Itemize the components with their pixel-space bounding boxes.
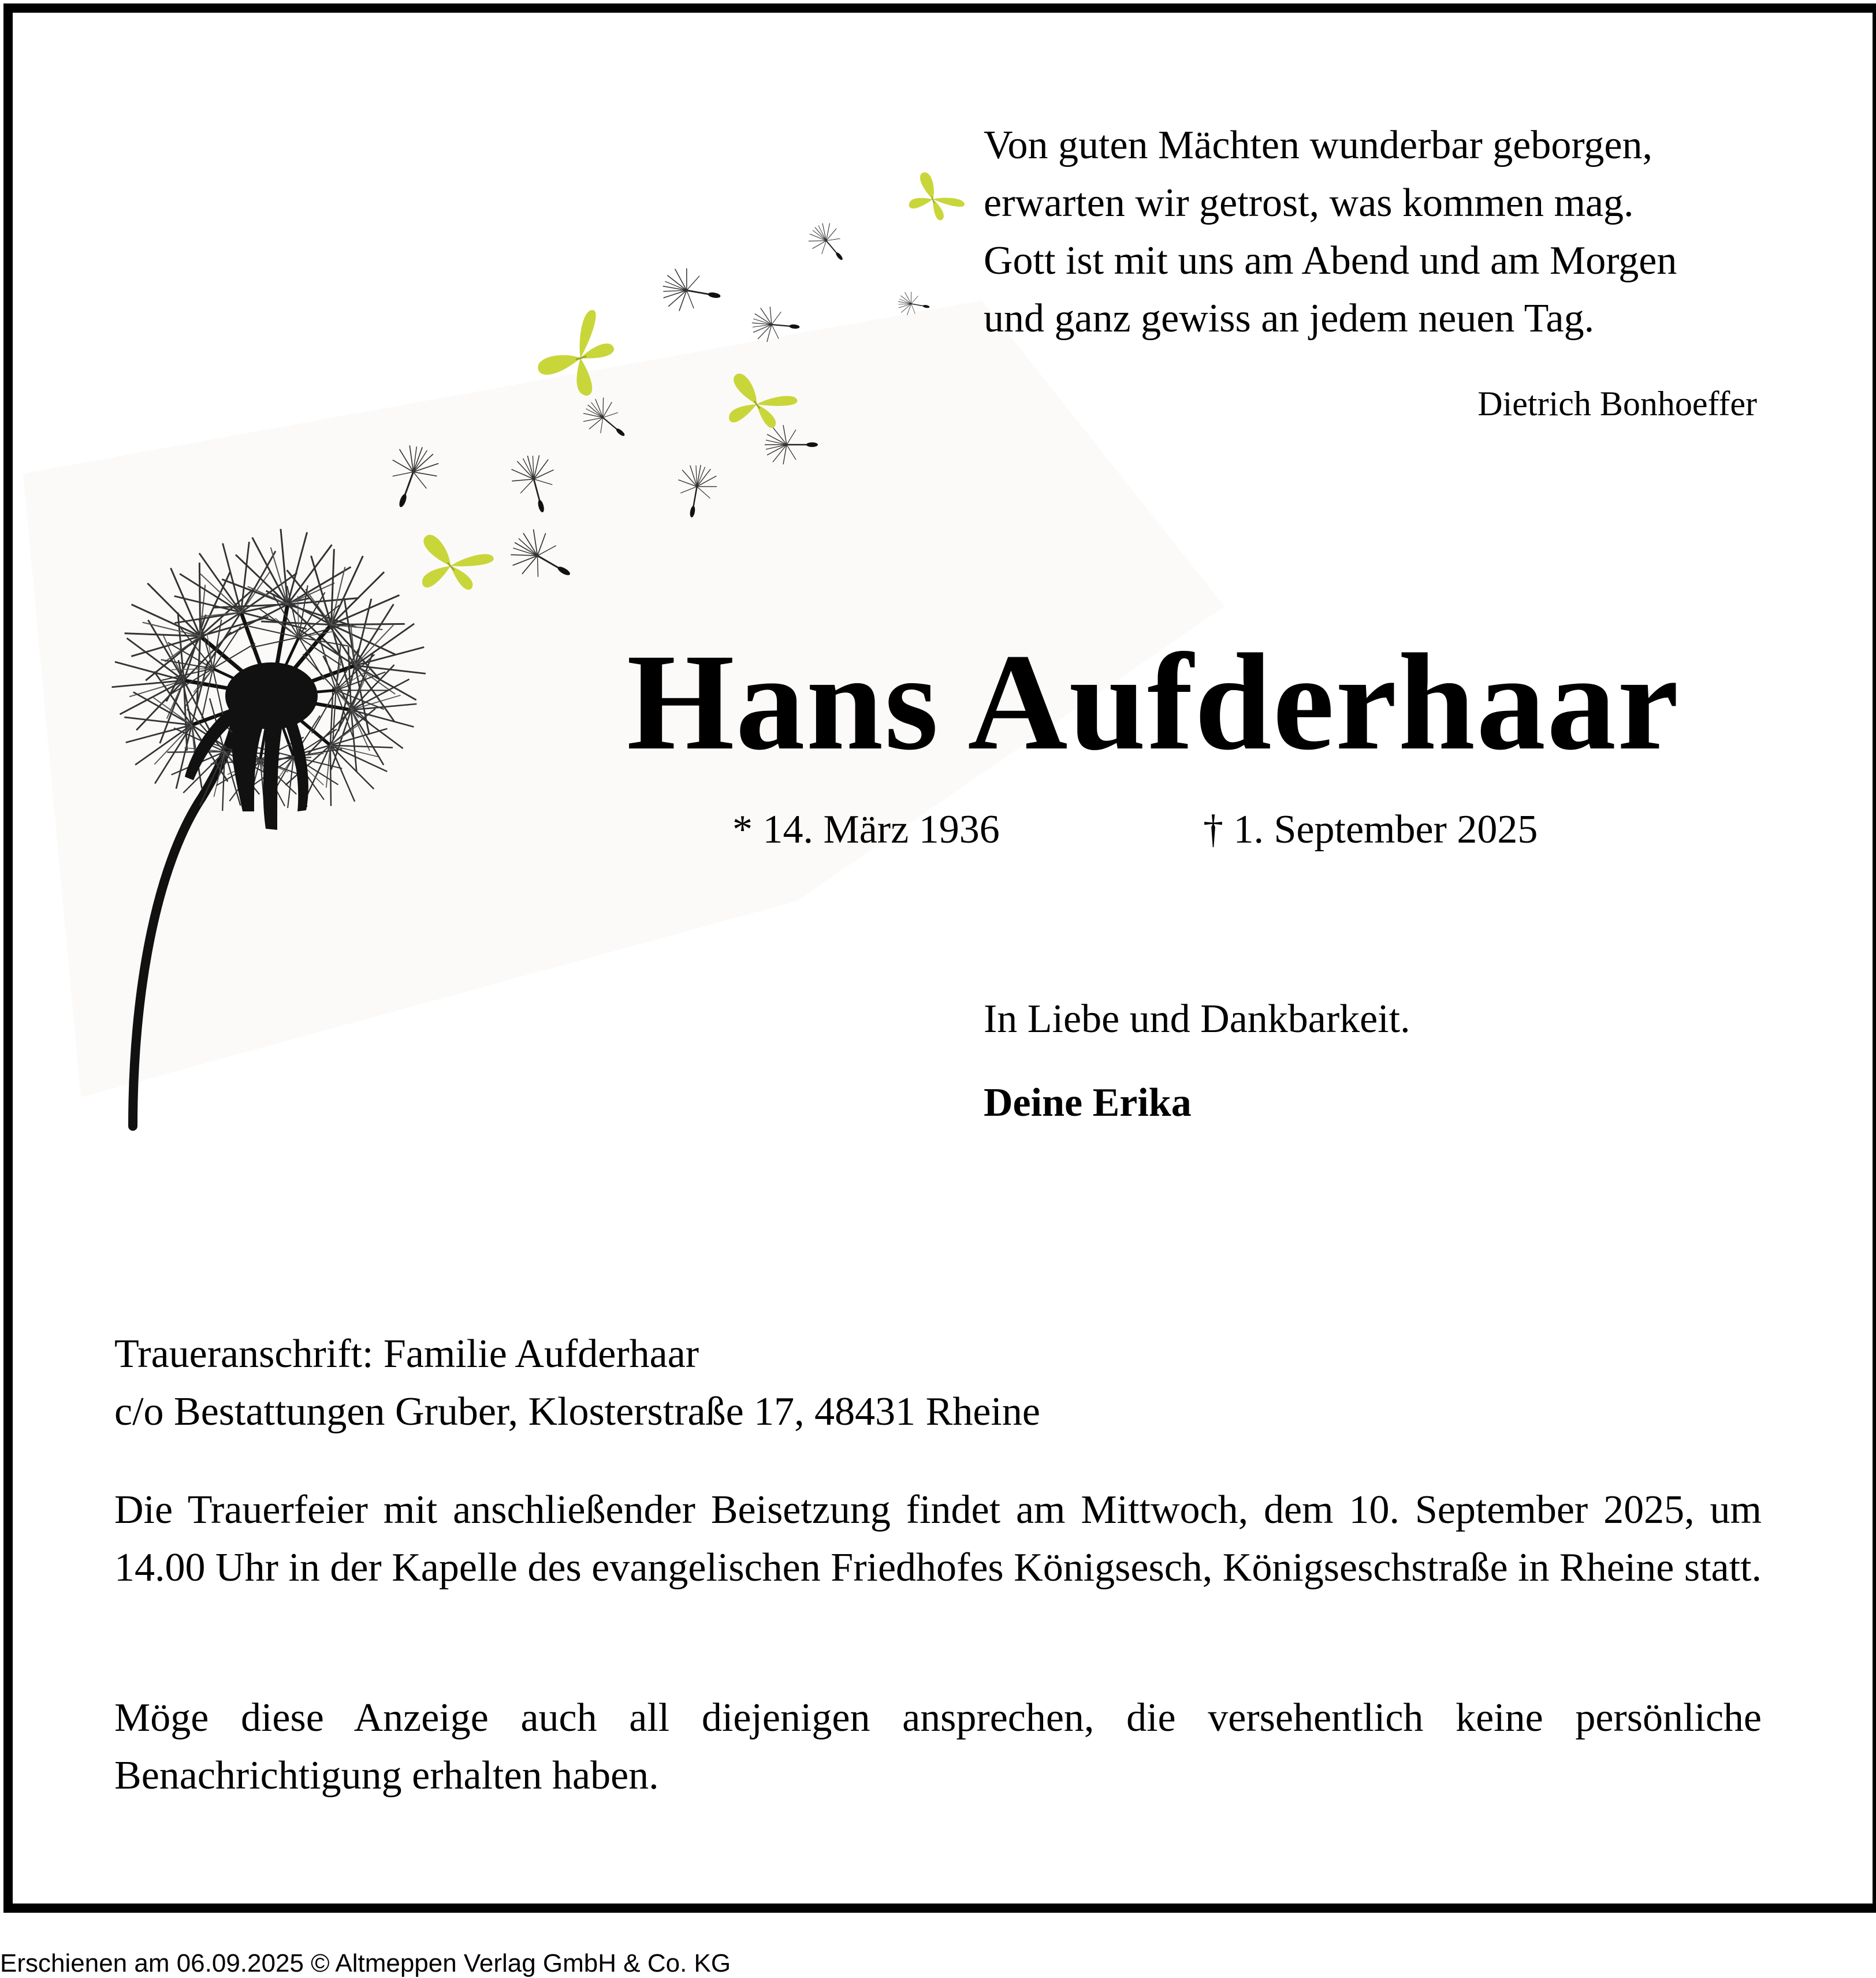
poem-line: Von guten Mächten wunderbar geborgen, bbox=[984, 123, 1652, 167]
poem bbox=[984, 117, 1677, 348]
poem-line: erwarten wir getrost, was kommen mag. bbox=[984, 181, 1634, 225]
notice-paragraph: Möge diese Anzeige auch all diejenigen ansprechen, die versehentlich keine persönliche Benachrichtigung erhalten haben. bbox=[114, 1696, 1762, 1798]
death-date: † 1. September 2025 bbox=[1203, 807, 1538, 852]
ceremony-paragraph: Die Trauerfeier mit anschließender Beisetzung findet am Mittwoch, dem 10. September 2025, um 14.00 Uhr in der Kapelle des evangelischen Friedhofes Königsesch, Königseschstraße in Rheine statt. bbox=[114, 1488, 1762, 1590]
farewell-line: In Liebe und Dankbarkeit. bbox=[984, 997, 1410, 1041]
poem-author: Dietrich Bonhoeffer bbox=[1477, 385, 1757, 423]
birth-date: * 14. März 1936 bbox=[732, 807, 1000, 852]
publication-footer: Erschienen am 06.09.2025 © Altmeppen Verlag GmbH & Co. KG bbox=[0, 1949, 731, 1977]
deceased-name: Hans Aufderhaar bbox=[627, 625, 1680, 778]
poem-line: und ganz gewiss an jedem neuen Tag. bbox=[984, 296, 1595, 341]
mourning-address bbox=[114, 1325, 1040, 1441]
address-line: Traueranschrift: Familie Aufderhaar bbox=[114, 1332, 699, 1376]
signature: Deine Erika bbox=[984, 1081, 1192, 1125]
address-line: c/o Bestattungen Gruber, Klosterstraße 17, 48431 Rheine bbox=[114, 1390, 1040, 1434]
poem-line: Gott ist mit uns am Abend und am Morgen bbox=[984, 239, 1677, 283]
